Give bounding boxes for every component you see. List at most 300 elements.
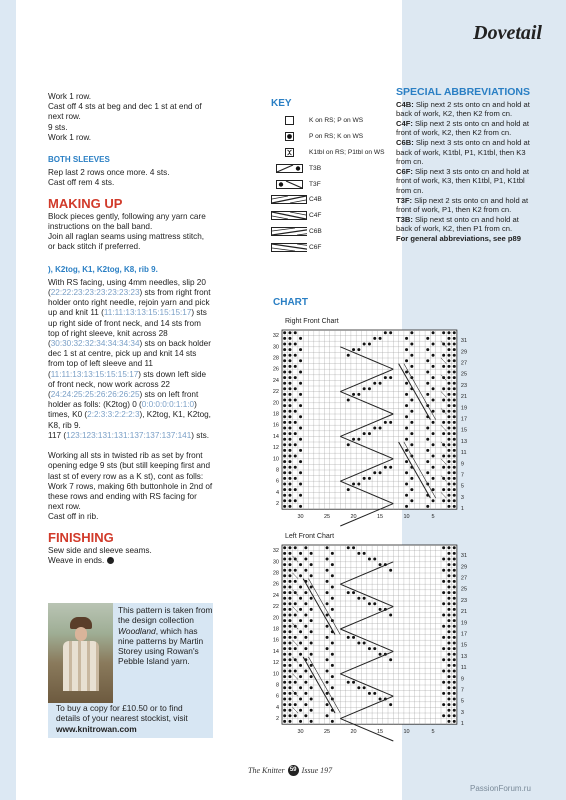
purl-dot bbox=[389, 466, 392, 469]
abbr-item bbox=[396, 196, 536, 215]
purl-dot bbox=[379, 382, 382, 385]
purl-dot bbox=[405, 348, 408, 351]
model-photo bbox=[48, 603, 113, 703]
purl-dot bbox=[304, 703, 307, 706]
purl-dot bbox=[326, 558, 329, 561]
promo-box bbox=[48, 603, 213, 738]
purl-dot bbox=[410, 410, 413, 413]
purl-dot bbox=[288, 365, 291, 368]
collection-name: Woodland bbox=[118, 625, 156, 636]
row-number-left: 12 bbox=[272, 445, 279, 452]
purl-dot bbox=[283, 343, 286, 346]
abbr-text: Slip next 2 sts onto cn and hold at back of work, K2, then K2 from cn. bbox=[396, 99, 530, 119]
purl-dot bbox=[389, 658, 392, 661]
purl-dot bbox=[453, 681, 456, 684]
purl-dot bbox=[432, 399, 435, 402]
purl-dot bbox=[310, 709, 313, 712]
purl-dot bbox=[288, 449, 291, 452]
purl-dot bbox=[368, 432, 371, 435]
purl-dot bbox=[442, 546, 445, 549]
text-run: 117 ( bbox=[48, 430, 67, 440]
purl-dot bbox=[453, 365, 456, 368]
purl-dot bbox=[447, 376, 450, 379]
purl-dot bbox=[283, 488, 286, 491]
purl-dot bbox=[326, 714, 329, 717]
purl-dot bbox=[447, 399, 450, 402]
row-number-right: 3 bbox=[460, 709, 464, 716]
purl-dot bbox=[447, 658, 450, 661]
purl-dot bbox=[288, 354, 291, 357]
purl-dot bbox=[299, 709, 302, 712]
twisted-stitch-icon bbox=[271, 148, 307, 157]
purl-dot bbox=[283, 471, 286, 474]
purl-dot bbox=[373, 337, 376, 340]
purl-dot bbox=[283, 569, 286, 572]
text-line bbox=[48, 556, 213, 566]
purl-dot bbox=[453, 636, 456, 639]
purl-dot bbox=[310, 552, 313, 555]
purl-dot bbox=[310, 664, 313, 667]
purl-dot bbox=[447, 591, 450, 594]
purl-dot bbox=[326, 681, 329, 684]
text-line: Join all raglan seams using mattress stitch, or back stitch if preferred. bbox=[48, 232, 205, 252]
purl-dot bbox=[447, 421, 450, 424]
purl-dot bbox=[310, 698, 313, 701]
purl-dot bbox=[442, 647, 445, 650]
purl-dot bbox=[447, 675, 450, 678]
abbr-item bbox=[396, 100, 536, 119]
row-number-left: 22 bbox=[272, 389, 279, 396]
purl-dot bbox=[288, 505, 291, 508]
purl-dot bbox=[352, 483, 355, 486]
row-number-right: 23 bbox=[460, 597, 468, 604]
text-line: Cast off in rib. bbox=[48, 512, 99, 522]
purl-dot bbox=[447, 720, 450, 723]
purl-dot bbox=[453, 455, 456, 458]
purl-dot bbox=[453, 331, 456, 334]
text-run: , which has nine patterns by Martin Storey using Rowan's Pebble Island yarn. bbox=[118, 625, 204, 667]
purl-dot bbox=[447, 569, 450, 572]
purl-dot bbox=[326, 647, 329, 650]
purl-dot bbox=[373, 558, 376, 561]
purl-dot bbox=[294, 399, 297, 402]
purl-dot bbox=[453, 546, 456, 549]
stitch-number: 5 bbox=[431, 729, 435, 736]
purl-dot bbox=[352, 348, 355, 351]
purl-dot bbox=[453, 653, 456, 656]
purl-dot bbox=[288, 432, 291, 435]
purl-dot bbox=[283, 393, 286, 396]
abbr-key: T3F: bbox=[396, 195, 413, 205]
abbr-text: Slip next 3 sts onto cn and hold at back of work, K1tbl, P1, K1tbl, then K3 from cn. bbox=[396, 137, 530, 167]
purl-dot bbox=[288, 686, 291, 689]
text-run: ) sts on left front holder as folls: (K2tog) 0 ( bbox=[48, 390, 199, 410]
row-number-left: 30 bbox=[272, 344, 279, 351]
purl-dot bbox=[368, 387, 371, 390]
purl-dot bbox=[331, 563, 334, 566]
row-number-right: 19 bbox=[460, 620, 468, 627]
purl-dot bbox=[347, 443, 350, 446]
purl-dot bbox=[347, 591, 350, 594]
purl-dot bbox=[299, 586, 302, 589]
abbr-item bbox=[396, 167, 536, 196]
purl-dot bbox=[410, 432, 413, 435]
purl-dot bbox=[331, 574, 334, 577]
purl-dot bbox=[426, 359, 429, 362]
purl-dot bbox=[379, 471, 382, 474]
purl-dot bbox=[283, 698, 286, 701]
purl-dot bbox=[442, 558, 445, 561]
purl-dot bbox=[352, 681, 355, 684]
purl-dot bbox=[447, 664, 450, 667]
purl-dot-icon bbox=[271, 132, 307, 141]
stitch-number: 10 bbox=[403, 729, 410, 736]
c4f-cable-icon bbox=[271, 211, 307, 220]
row-number-right: 23 bbox=[460, 382, 468, 389]
purl-dot bbox=[304, 614, 307, 617]
promo-bottom bbox=[56, 703, 208, 734]
purl-dot bbox=[442, 692, 445, 695]
purl-dot bbox=[447, 365, 450, 368]
purl-dot bbox=[294, 714, 297, 717]
purl-dot bbox=[288, 563, 291, 566]
purl-dot bbox=[310, 586, 313, 589]
purl-dot bbox=[447, 552, 450, 555]
purl-dot bbox=[288, 483, 291, 486]
purl-dot bbox=[283, 709, 286, 712]
purl-dot bbox=[283, 365, 286, 368]
purl-dot bbox=[453, 642, 456, 645]
row-number-left: 10 bbox=[272, 456, 279, 463]
purl-dot bbox=[331, 675, 334, 678]
purl-dot bbox=[310, 630, 313, 633]
purl-dot bbox=[299, 438, 302, 441]
purl-dot bbox=[326, 658, 329, 661]
purl-dot bbox=[299, 449, 302, 452]
purl-dot bbox=[288, 421, 291, 424]
key-label: C6B bbox=[309, 227, 322, 235]
purl-dot bbox=[283, 614, 286, 617]
purl-dot bbox=[447, 597, 450, 600]
purl-dot bbox=[453, 658, 456, 661]
purl-dot bbox=[384, 466, 387, 469]
heading-making-up: MAKING UP bbox=[48, 195, 123, 211]
purl-dot bbox=[426, 438, 429, 441]
purl-dot bbox=[283, 675, 286, 678]
purl-dot bbox=[405, 449, 408, 452]
purl-dot bbox=[352, 546, 355, 549]
row-number-right: 27 bbox=[460, 360, 468, 367]
purl-dot bbox=[389, 331, 392, 334]
purl-dot bbox=[283, 647, 286, 650]
text-line: Rep last 2 rows once more. 4 sts. bbox=[48, 168, 170, 178]
purl-dot bbox=[389, 703, 392, 706]
stitch-number: 10 bbox=[403, 514, 410, 521]
purl-dot bbox=[283, 653, 286, 656]
text-run: ) sts down left side of front neck, now work across 22 ( bbox=[48, 369, 207, 400]
row-number-left: 20 bbox=[272, 400, 279, 407]
purl-dot bbox=[331, 642, 334, 645]
purl-dot bbox=[299, 552, 302, 555]
purl-dot bbox=[410, 499, 413, 502]
purl-dot bbox=[352, 393, 355, 396]
row-number-right: 11 bbox=[460, 450, 467, 457]
purl-dot bbox=[453, 443, 456, 446]
purl-dot bbox=[294, 602, 297, 605]
purl-dot bbox=[283, 494, 286, 497]
purl-dot bbox=[294, 365, 297, 368]
purl-dot bbox=[294, 546, 297, 549]
purl-dot bbox=[447, 359, 450, 362]
heading-finishing: FINISHING bbox=[48, 529, 114, 545]
purl-dot bbox=[288, 614, 291, 617]
purl-dot bbox=[304, 670, 307, 673]
purl-dot bbox=[453, 483, 456, 486]
purl-dot bbox=[447, 483, 450, 486]
abbr-key: C4F: bbox=[396, 118, 413, 128]
text-run: Weave in ends. bbox=[48, 555, 105, 565]
purl-dot bbox=[447, 653, 450, 656]
purl-dot bbox=[299, 404, 302, 407]
purl-dot bbox=[368, 558, 371, 561]
purl-dot bbox=[299, 348, 302, 351]
row-number-right: 17 bbox=[460, 416, 468, 423]
purl-dot bbox=[363, 686, 366, 689]
row-number-right: 1 bbox=[460, 721, 464, 728]
row-number-left: 2 bbox=[275, 716, 279, 723]
purl-dot bbox=[447, 393, 450, 396]
purl-dot bbox=[410, 488, 413, 491]
purl-dot bbox=[288, 658, 291, 661]
purl-dot bbox=[288, 376, 291, 379]
purl-dot bbox=[283, 449, 286, 452]
purl-dot bbox=[453, 558, 456, 561]
row-number-right: 15 bbox=[460, 642, 468, 649]
purl-dot bbox=[447, 443, 450, 446]
key-label: P on RS; K on WS bbox=[309, 133, 364, 141]
purl-dot bbox=[432, 477, 435, 480]
key-legend bbox=[271, 98, 396, 255]
purl-dot bbox=[447, 714, 450, 717]
purl-dot bbox=[283, 410, 286, 413]
c6b-cable-icon bbox=[271, 227, 307, 236]
purl-dot bbox=[283, 586, 286, 589]
purl-dot bbox=[310, 563, 313, 566]
text-line: Working all sts in twisted rib as set by front opening edge 9 sts (but still keeping first and last st of every row as a K st), cont as folls: bbox=[48, 451, 211, 481]
purl-dot bbox=[283, 466, 286, 469]
purl-dot bbox=[288, 670, 291, 673]
purl-dot bbox=[288, 602, 291, 605]
purl-dot bbox=[288, 460, 291, 463]
text-line: Cast off rem 4 sts. bbox=[48, 178, 115, 188]
row-number-right: 13 bbox=[460, 653, 468, 660]
purl-dot bbox=[453, 574, 456, 577]
purl-dot bbox=[294, 343, 297, 346]
purl-dot bbox=[294, 569, 297, 572]
purl-dot bbox=[426, 505, 429, 508]
purl-dot bbox=[299, 642, 302, 645]
size-values: 30:30:32:32:34:34:34:34 bbox=[50, 339, 140, 349]
purl-dot bbox=[294, 580, 297, 583]
row-number-right: 25 bbox=[460, 586, 468, 593]
purl-dot bbox=[447, 449, 450, 452]
neckband-paragraph bbox=[48, 278, 213, 441]
purl-dot bbox=[453, 382, 456, 385]
purl-dot bbox=[432, 455, 435, 458]
purl-dot bbox=[426, 393, 429, 396]
heading-both-sleeves: BOTH SLEEVES bbox=[48, 155, 110, 165]
purl-dot bbox=[442, 455, 445, 458]
purl-dot bbox=[453, 505, 456, 508]
text-run: ) sts. bbox=[191, 430, 210, 440]
purl-dot bbox=[299, 619, 302, 622]
purl-dot bbox=[432, 365, 435, 368]
purl-dot bbox=[304, 591, 307, 594]
purl-dot bbox=[405, 404, 408, 407]
purl-dot bbox=[389, 376, 392, 379]
purl-dot bbox=[453, 597, 456, 600]
purl-dot bbox=[357, 393, 360, 396]
row-number-right: 7 bbox=[460, 687, 464, 694]
purl-dot bbox=[326, 703, 329, 706]
purl-dot bbox=[426, 348, 429, 351]
purl-dot bbox=[288, 371, 291, 374]
purl-dot bbox=[453, 449, 456, 452]
purl-dot bbox=[288, 471, 291, 474]
purl-dot bbox=[432, 331, 435, 334]
purl-dot bbox=[288, 709, 291, 712]
row-number-right: 25 bbox=[460, 371, 468, 378]
size-values: 11:11:13:13:15:15:15:17 bbox=[50, 369, 139, 379]
purl-dot bbox=[442, 591, 445, 594]
purl-dot bbox=[294, 614, 297, 617]
purl-dot bbox=[294, 376, 297, 379]
purl-dot bbox=[453, 670, 456, 673]
purl-dot bbox=[288, 438, 291, 441]
purl-dot bbox=[283, 681, 286, 684]
purl-dot bbox=[426, 337, 429, 340]
right-chart-title: Right Front Chart bbox=[285, 318, 339, 325]
purl-dot bbox=[432, 343, 435, 346]
purl-dot bbox=[410, 354, 413, 357]
purl-dot bbox=[442, 365, 445, 368]
purl-dot bbox=[294, 647, 297, 650]
purl-dot bbox=[453, 415, 456, 418]
purl-dot bbox=[453, 591, 456, 594]
purl-dot bbox=[357, 483, 360, 486]
purl-dot bbox=[304, 546, 307, 549]
purl-dot bbox=[288, 488, 291, 491]
purl-dot bbox=[310, 619, 313, 622]
text-run: ) sts from right front holder onto right needle, rejoin yarn and pick up and knit 11 ( bbox=[48, 288, 211, 318]
row-number-right: 21 bbox=[460, 609, 468, 616]
purl-dot bbox=[294, 387, 297, 390]
purl-dot bbox=[453, 714, 456, 717]
purl-dot bbox=[299, 415, 302, 418]
purl-dot bbox=[447, 586, 450, 589]
promo-link[interactable]: www.knitrowan.com bbox=[56, 723, 137, 734]
purl-dot bbox=[288, 681, 291, 684]
purl-dot bbox=[283, 421, 286, 424]
purl-dot bbox=[283, 359, 286, 362]
purl-dot bbox=[447, 415, 450, 418]
purl-dot bbox=[453, 348, 456, 351]
purl-dot bbox=[288, 404, 291, 407]
text-line: Work 7 rows, making 6th buttonhole in 2nd of these rows and ending with RS facing for next row. bbox=[48, 481, 213, 512]
text-line: 9 sts. bbox=[48, 122, 68, 132]
purl-dot bbox=[288, 636, 291, 639]
purl-dot bbox=[373, 647, 376, 650]
purl-dot bbox=[299, 563, 302, 566]
purl-dot bbox=[442, 614, 445, 617]
purl-dot bbox=[283, 331, 286, 334]
row-number-left: 10 bbox=[272, 671, 279, 678]
purl-dot bbox=[447, 619, 450, 622]
purl-dot bbox=[283, 505, 286, 508]
purl-dot bbox=[442, 580, 445, 583]
purl-dot bbox=[432, 466, 435, 469]
purl-dot bbox=[288, 714, 291, 717]
size-values: 24:24:25:25:26:26:26:25 bbox=[50, 390, 140, 400]
t3b-cable-icon bbox=[271, 164, 307, 173]
special-abbreviations bbox=[396, 88, 536, 244]
row-number-right: 5 bbox=[460, 483, 464, 490]
purl-dot bbox=[288, 477, 291, 480]
purl-dot bbox=[288, 591, 291, 594]
purl-dot bbox=[283, 670, 286, 673]
purl-dot bbox=[283, 477, 286, 480]
purl-dot bbox=[294, 636, 297, 639]
purl-dot bbox=[294, 354, 297, 357]
purl-dot bbox=[379, 563, 382, 566]
purl-dot bbox=[453, 488, 456, 491]
purl-dot bbox=[288, 455, 291, 458]
purl-dot bbox=[299, 483, 302, 486]
purl-dot bbox=[447, 471, 450, 474]
purl-dot bbox=[363, 597, 366, 600]
purl-dot bbox=[288, 343, 291, 346]
purl-dot bbox=[379, 337, 382, 340]
purl-dot bbox=[283, 404, 286, 407]
purl-dot bbox=[288, 675, 291, 678]
purl-dot bbox=[405, 371, 408, 374]
purl-dot bbox=[453, 614, 456, 617]
key-label: C6F bbox=[309, 243, 322, 251]
purl-dot bbox=[405, 460, 408, 463]
purl-dot bbox=[331, 653, 334, 656]
purl-dot bbox=[288, 494, 291, 497]
key-label: T3F bbox=[309, 180, 321, 188]
row-number-left: 16 bbox=[272, 637, 279, 644]
text-line: Cast off 4 sts at beg and dec 1 st at end of next row. bbox=[48, 102, 202, 122]
purl-dot bbox=[447, 382, 450, 385]
purl-dot bbox=[373, 471, 376, 474]
purl-dot bbox=[368, 692, 371, 695]
purl-dot bbox=[363, 387, 366, 390]
row-number-left: 18 bbox=[272, 626, 279, 633]
purl-dot bbox=[447, 636, 450, 639]
abbr-general bbox=[396, 234, 536, 244]
size-values: 2:2:3:3:2:2:2:3 bbox=[87, 410, 140, 420]
purl-dot bbox=[447, 348, 450, 351]
purl-dot bbox=[331, 552, 334, 555]
text-line: Sew side and sleeve seams. bbox=[48, 545, 152, 555]
purl-dot bbox=[299, 698, 302, 701]
purl-dot bbox=[288, 569, 291, 572]
key-item bbox=[271, 129, 396, 145]
purl-dot bbox=[442, 658, 445, 661]
row-number-right: 31 bbox=[460, 338, 468, 345]
